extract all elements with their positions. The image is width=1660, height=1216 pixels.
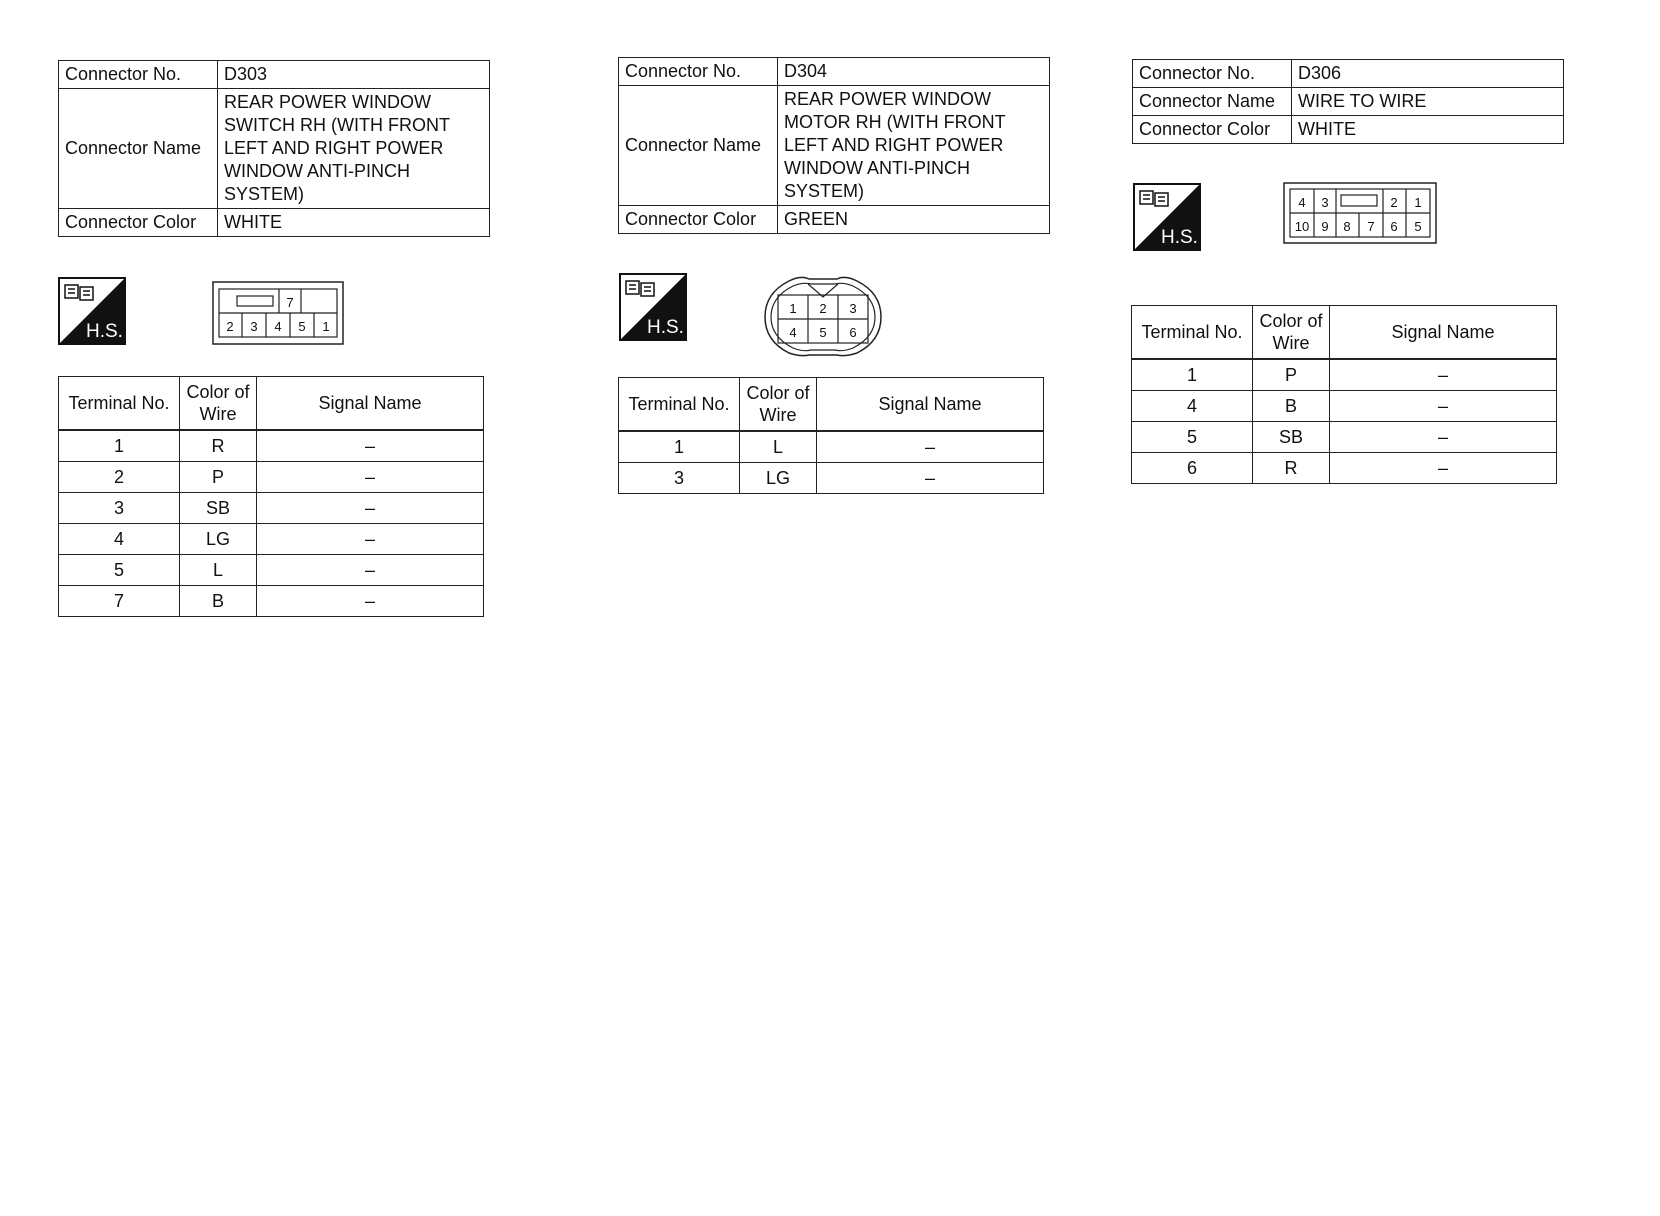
pin-label: 3 <box>849 301 857 316</box>
signal-cell: – <box>257 524 484 555</box>
color-of-wire-header <box>180 377 257 431</box>
wire-label: Wire <box>1272 333 1310 353</box>
connector-info-table-d306 <box>1132 59 1564 144</box>
wire-color-cell: B <box>1253 391 1330 422</box>
terminal-cell: 1 <box>59 430 180 462</box>
connector-name-label: Connector Name <box>59 89 218 209</box>
connector-no-value: D304 <box>778 58 1050 86</box>
connector-info-table-d304 <box>618 57 1050 234</box>
table-row <box>59 493 484 524</box>
connector-name-line: SWITCH RH (WITH FRONT <box>224 115 450 135</box>
table-row <box>59 586 484 617</box>
color-of-label: Color of <box>1259 311 1323 331</box>
table-row <box>1132 391 1557 422</box>
signal-cell: – <box>257 493 484 524</box>
pin-label: 9 <box>1321 219 1329 234</box>
wire-color-cell: R <box>180 430 257 462</box>
terminal-no-header: Terminal No. <box>619 378 740 432</box>
connector-no-label: Connector No. <box>619 58 778 86</box>
pin-label: 1 <box>1414 195 1422 210</box>
pin-label: 4 <box>1298 195 1306 210</box>
signal-cell: – <box>1330 422 1557 453</box>
terminal-table-d304 <box>618 377 1044 494</box>
table-row <box>1132 422 1557 453</box>
pin-label: 2 <box>226 319 234 334</box>
wire-color-cell: B <box>180 586 257 617</box>
connector-color-label: Connector Color <box>59 209 218 237</box>
pin-label: 3 <box>250 319 258 334</box>
pin-label: 5 <box>1414 219 1422 234</box>
wire-color-cell: P <box>180 462 257 493</box>
signal-cell: – <box>817 463 1044 494</box>
connector-name-value <box>218 89 490 209</box>
signal-name-header: Signal Name <box>1330 306 1557 360</box>
connector-no-label: Connector No. <box>59 61 218 89</box>
table-row <box>1132 453 1557 484</box>
wire-label: Wire <box>759 405 797 425</box>
signal-cell: – <box>257 462 484 493</box>
pin-label: 5 <box>298 319 306 334</box>
terminal-cell: 4 <box>1132 391 1253 422</box>
table-row <box>59 462 484 493</box>
hs-label: H.S. <box>1161 227 1198 248</box>
connector-color-value: WHITE <box>1292 116 1564 144</box>
pin-label: 4 <box>789 325 797 340</box>
color-of-wire-header <box>1253 306 1330 360</box>
signal-cell: – <box>817 431 1044 463</box>
signal-cell: – <box>257 555 484 586</box>
terminal-cell: 5 <box>59 555 180 586</box>
pin-label: 7 <box>1367 219 1375 234</box>
connector-no-value: D306 <box>1292 60 1564 88</box>
terminal-table-d306 <box>1131 305 1557 484</box>
table-row <box>1132 359 1557 391</box>
connector-name-line: SYSTEM) <box>224 184 305 204</box>
terminal-cell: 4 <box>59 524 180 555</box>
table-row <box>59 430 484 462</box>
hs-label: H.S. <box>86 321 123 342</box>
table-row <box>59 524 484 555</box>
pin-label: 10 <box>1294 219 1310 234</box>
wire-color-cell: P <box>1253 359 1330 391</box>
terminal-cell: 1 <box>619 431 740 463</box>
terminal-cell: 5 <box>1132 422 1253 453</box>
harness-side-icon <box>58 277 126 345</box>
signal-cell: – <box>257 586 484 617</box>
terminal-cell: 6 <box>1132 453 1253 484</box>
terminal-no-header: Terminal No. <box>1132 306 1253 360</box>
color-of-label: Color of <box>746 383 810 403</box>
table-row <box>619 463 1044 494</box>
pin-label: 4 <box>274 319 282 334</box>
pin-label: 8 <box>1343 219 1351 234</box>
wire-label: Wire <box>199 404 237 424</box>
connector-name-line: SYSTEM) <box>784 181 865 201</box>
connector-no-label: Connector No. <box>1133 60 1292 88</box>
color-of-wire-header <box>740 378 817 432</box>
pin-label: 6 <box>849 325 857 340</box>
wire-color-cell: LG <box>180 524 257 555</box>
connector-face-diagram <box>1283 182 1437 244</box>
wire-color-cell: LG <box>740 463 817 494</box>
wire-color-cell: SB <box>1253 422 1330 453</box>
signal-cell: – <box>257 430 484 462</box>
harness-side-icon <box>1133 183 1201 251</box>
signal-cell: – <box>1330 359 1557 391</box>
wire-color-cell: R <box>1253 453 1330 484</box>
wire-color-cell: L <box>740 431 817 463</box>
pin-label: 1 <box>322 319 330 334</box>
hs-label: H.S. <box>647 317 684 338</box>
pin-label: 1 <box>789 301 797 316</box>
connector-name-line: MOTOR RH (WITH FRONT <box>784 112 1006 132</box>
connector-name-line: REAR POWER WINDOW <box>224 92 431 112</box>
connector-color-value: GREEN <box>778 206 1050 234</box>
wire-color-cell: SB <box>180 493 257 524</box>
connector-name-value <box>778 86 1050 206</box>
connector-face-diagram <box>761 273 885 359</box>
table-row <box>619 431 1044 463</box>
connector-face-diagram <box>212 281 344 345</box>
terminal-cell: 7 <box>59 586 180 617</box>
wire-color-cell: L <box>180 555 257 586</box>
signal-cell: – <box>1330 453 1557 484</box>
connector-name-line: LEFT AND RIGHT POWER <box>224 138 444 158</box>
terminal-cell: 1 <box>1132 359 1253 391</box>
table-row <box>59 555 484 586</box>
pin-label: 2 <box>819 301 827 316</box>
connector-name-line: LEFT AND RIGHT POWER <box>784 135 1004 155</box>
connector-name-value <box>1292 88 1564 116</box>
connector-name-line: WINDOW ANTI-PINCH <box>784 158 970 178</box>
connector-name-label: Connector Name <box>1133 88 1292 116</box>
connector-color-label: Connector Color <box>619 206 778 234</box>
connector-name-label: Connector Name <box>619 86 778 206</box>
color-of-label: Color of <box>186 382 250 402</box>
connector-color-label: Connector Color <box>1133 116 1292 144</box>
harness-side-icon <box>619 273 687 341</box>
terminal-cell: 2 <box>59 462 180 493</box>
terminal-cell: 3 <box>619 463 740 494</box>
connector-name-line: WINDOW ANTI-PINCH <box>224 161 410 181</box>
pin-label: 7 <box>286 295 294 310</box>
pin-label: 6 <box>1390 219 1398 234</box>
connector-color-value: WHITE <box>218 209 490 237</box>
connector-info-table-d303 <box>58 60 490 237</box>
signal-cell: – <box>1330 391 1557 422</box>
pin-label: 2 <box>1390 195 1398 210</box>
connector-no-value: D303 <box>218 61 490 89</box>
connector-name-line: REAR POWER WINDOW <box>784 89 991 109</box>
pin-label: 3 <box>1321 195 1329 210</box>
terminal-table-d303 <box>58 376 484 617</box>
connector-name-line: WIRE TO WIRE <box>1298 91 1427 111</box>
pin-label: 5 <box>819 325 827 340</box>
terminal-cell: 3 <box>59 493 180 524</box>
signal-name-header: Signal Name <box>817 378 1044 432</box>
terminal-no-header: Terminal No. <box>59 377 180 431</box>
signal-name-header: Signal Name <box>257 377 484 431</box>
